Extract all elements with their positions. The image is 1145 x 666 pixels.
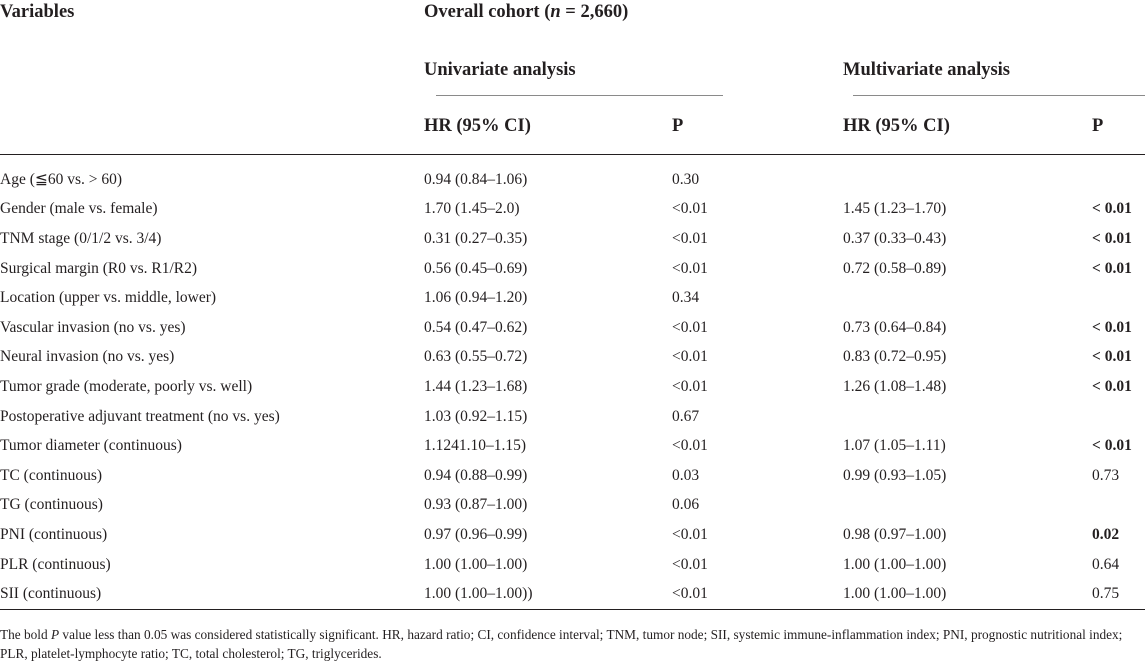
table-row bbox=[0, 343, 1145, 373]
multi-hr-cell: 0.37 (0.33–0.43) bbox=[843, 229, 947, 247]
multi-hr-cell: 1.26 (1.08–1.48) bbox=[843, 377, 947, 395]
table-row bbox=[0, 402, 1145, 432]
uni-p-cell: <0.01 bbox=[672, 377, 708, 395]
multi-hr-cell: 1.00 (1.00–1.00) bbox=[843, 555, 947, 573]
multi-p-cell: < 0.01 bbox=[1092, 318, 1132, 336]
multi-hr-cell: 1.45 (1.23–1.70) bbox=[843, 200, 947, 218]
header-row-cohort bbox=[0, 0, 1145, 42]
multi-p-cell bbox=[1092, 402, 1145, 432]
table-row bbox=[0, 520, 1145, 550]
multi-hr-cell bbox=[843, 155, 1092, 195]
uni-p-cell: 0.34 bbox=[672, 289, 700, 307]
multi-p-cell: < 0.01 bbox=[1092, 200, 1132, 218]
multi-hr-cell bbox=[843, 402, 1092, 432]
uni-p-cell: <0.01 bbox=[672, 229, 708, 247]
uni-hr-cell: 1.00 (1.00–1.00) bbox=[424, 555, 528, 573]
multi-p-cell: < 0.01 bbox=[1092, 437, 1132, 455]
multi-p-cell: < 0.01 bbox=[1092, 229, 1132, 247]
uni-p-cell: 0.03 bbox=[672, 466, 700, 484]
table-row bbox=[0, 579, 1145, 609]
uni-hr-cell: 0.93 (0.87–1.00) bbox=[424, 496, 528, 514]
multi-hr-cell: 0.83 (0.72–0.95) bbox=[843, 348, 947, 366]
table-row bbox=[0, 283, 1145, 313]
multi-hr-cell: 0.73 (0.64–0.84) bbox=[843, 318, 947, 336]
variable-cell: TG (continuous) bbox=[0, 496, 103, 514]
multi-hr-cell: 1.00 (1.00–1.00) bbox=[843, 579, 1092, 609]
uni-hr-header: HR (95% CI) bbox=[424, 98, 672, 155]
variable-cell: Vascular invasion (no vs. yes) bbox=[0, 318, 186, 336]
uni-p-cell: <0.01 bbox=[672, 348, 708, 366]
uni-hr-cell: 0.94 (0.88–0.99) bbox=[424, 466, 528, 484]
uni-hr-cell: 1.44 (1.23–1.68) bbox=[424, 377, 528, 395]
table-row bbox=[0, 461, 1145, 491]
uni-hr-cell: 1.1241.10–1.15) bbox=[424, 437, 527, 455]
table-row bbox=[0, 550, 1145, 580]
cohort-header: Overall cohort (n = 2,660) bbox=[424, 2, 629, 22]
uni-hr-cell: 0.31 (0.27–0.35) bbox=[424, 229, 528, 247]
variable-cell: Location (upper vs. middle, lower) bbox=[0, 289, 217, 307]
multi-hr-cell: 0.72 (0.58–0.89) bbox=[843, 259, 947, 277]
multivariate-header: Multivariate analysis bbox=[843, 59, 1011, 80]
uni-p-cell: <0.01 bbox=[672, 200, 708, 218]
uni-p-cell: <0.01 bbox=[672, 318, 708, 336]
multivariate-rule bbox=[853, 95, 1145, 96]
table-body bbox=[0, 155, 1145, 610]
header-row-columns bbox=[0, 98, 1145, 155]
table-row bbox=[0, 313, 1145, 343]
uni-hr-cell: 0.63 (0.55–0.72) bbox=[424, 348, 528, 366]
uni-hr-cell: 1.03 (0.92–1.15) bbox=[424, 407, 528, 425]
uni-hr-cell: 1.70 (1.45–2.0) bbox=[424, 200, 520, 218]
univariate-rule bbox=[436, 95, 723, 96]
uni-hr-cell: 1.06 (0.94–1.20) bbox=[424, 289, 528, 307]
variable-cell: Tumor diameter (continuous) bbox=[0, 437, 182, 455]
variable-cell: Age (≦60 vs. > 60) bbox=[0, 171, 123, 189]
variable-cell: TC (continuous) bbox=[0, 466, 103, 484]
variable-cell: Tumor grade (moderate, poorly vs. well) bbox=[0, 377, 253, 395]
multi-p-cell bbox=[1092, 155, 1145, 195]
variables-header: Variables bbox=[0, 2, 75, 22]
multi-hr-cell: 0.98 (0.97–1.00) bbox=[843, 525, 947, 543]
table-row bbox=[0, 195, 1145, 225]
multi-p-cell: < 0.01 bbox=[1092, 377, 1132, 395]
variable-cell: Surgical margin (R0 vs. R1/R2) bbox=[0, 259, 198, 277]
table-row bbox=[0, 372, 1145, 402]
table-row bbox=[0, 155, 1145, 195]
multi-hr-cell: 0.99 (0.93–1.05) bbox=[843, 466, 947, 484]
variable-cell: Neural invasion (no vs. yes) bbox=[0, 348, 175, 366]
uni-hr-cell: 0.54 (0.47–0.62) bbox=[424, 318, 528, 336]
multi-hr-header: HR (95% CI) bbox=[843, 98, 1092, 155]
multi-p-cell: < 0.01 bbox=[1092, 259, 1132, 277]
variable-cell: SII (continuous) bbox=[0, 579, 424, 609]
variable-cell: Gender (male vs. female) bbox=[0, 200, 158, 218]
multi-p-cell bbox=[1092, 283, 1145, 313]
multi-p-cell: 0.02 bbox=[1092, 525, 1120, 543]
multi-p-cell bbox=[1092, 491, 1145, 521]
uni-p-cell: <0.01 bbox=[672, 525, 708, 543]
uni-p-cell: <0.01 bbox=[672, 579, 843, 609]
multi-hr-cell: 1.07 (1.05–1.11) bbox=[843, 437, 946, 455]
uni-p-cell: 0.30 bbox=[672, 170, 700, 188]
table-row bbox=[0, 224, 1145, 254]
multi-p-cell: 0.64 bbox=[1092, 555, 1120, 573]
table-row bbox=[0, 491, 1145, 521]
uni-p-cell: <0.01 bbox=[672, 437, 708, 455]
multi-p-cell: < 0.01 bbox=[1092, 348, 1132, 366]
univariate-header: Univariate analysis bbox=[424, 59, 576, 80]
multi-p-cell: 0.75 bbox=[1092, 579, 1145, 609]
uni-hr-cell: 1.00 (1.00–1.00)) bbox=[424, 579, 672, 609]
variable-cell: PNI (continuous) bbox=[0, 525, 108, 543]
uni-p-header: P bbox=[672, 98, 843, 155]
uni-p-cell: 0.06 bbox=[672, 496, 700, 514]
variable-cell: Postoperative adjuvant treatment (no vs. yes) bbox=[0, 407, 280, 425]
variable-cell: PLR (continuous) bbox=[0, 555, 111, 573]
uni-hr-cell: 0.56 (0.45–0.69) bbox=[424, 259, 528, 277]
table-footnote: The bold P value less than 0.05 was considered statistically significant. HR, hazard ratio; CI, confidence interval; TNM, tumor node; SII, systemic immune-inflammation index; PNI, prognostic nutritional index; PLR, platelet-lymphocyte ratio; TC, total cholesterol; TG, triglycerides. bbox=[0, 627, 1123, 661]
uni-p-cell: 0.67 bbox=[672, 407, 700, 425]
header-row-analysis bbox=[0, 42, 1145, 98]
multi-p-header: P bbox=[1092, 98, 1145, 155]
table-row bbox=[0, 431, 1145, 461]
uni-hr-cell: 0.97 (0.96–0.99) bbox=[424, 525, 528, 543]
multi-p-cell: 0.73 bbox=[1092, 466, 1120, 484]
variable-cell: TNM stage (0/1/2 vs. 3/4) bbox=[0, 229, 162, 247]
table-row bbox=[0, 254, 1145, 284]
multi-hr-cell bbox=[843, 491, 1092, 521]
uni-hr-cell: 0.94 (0.84–1.06) bbox=[424, 170, 528, 188]
uni-p-cell: <0.01 bbox=[672, 555, 708, 573]
uni-p-cell: <0.01 bbox=[672, 259, 708, 277]
multi-hr-cell bbox=[843, 283, 1092, 313]
